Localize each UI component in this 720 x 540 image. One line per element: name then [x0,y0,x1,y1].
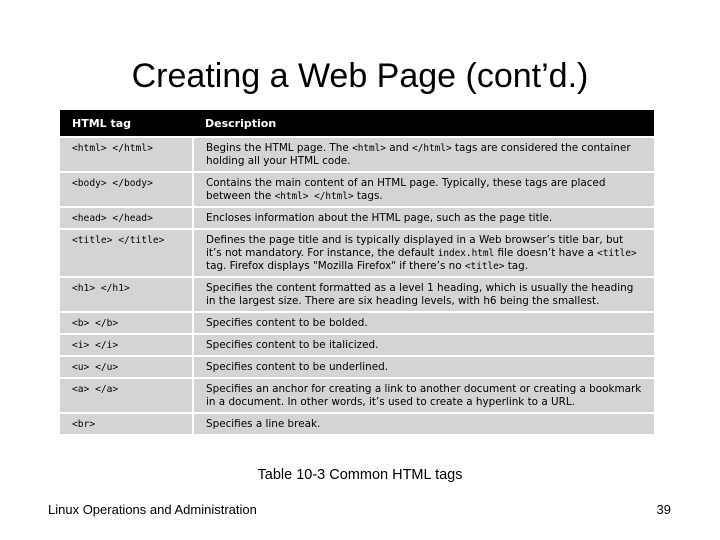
description-cell [193,137,654,172]
html-tag-cell: <head> </head> [60,207,193,229]
html-tag-cell: <b> </b> [60,312,193,334]
html-tag-cell: <title> </title> [60,229,193,277]
html-tag-cell: <a> </a> [60,378,193,413]
html-tags-table [60,110,654,434]
html-tag-cell: <html> </html> [60,137,193,172]
html-tag-cell: <u> </u> [60,356,193,378]
column-header-description: Description [193,110,654,137]
inline-code: index.html [437,248,495,259]
inline-code: </html> [412,143,452,154]
html-tag-cell: <br> [60,413,193,434]
table-row [60,413,654,434]
description-cell [193,277,654,312]
table-row [60,229,654,277]
table-row [60,378,654,413]
description-text: Specifies content to be underlined. [206,361,389,373]
description-text: Specifies an anchor for creating a link to another document or creating a bookmark in a document. In other words, it’s used to create a hyperlink to a URL. [206,383,642,408]
description-text: Specifies the content formatted as a level 1 heading, which is usually the heading in the largest size. There are six heading levels, with h6 being the smallest. [206,282,634,307]
inline-code: <html> [352,143,386,154]
description-text: and [385,142,413,154]
table-row [60,207,654,229]
description-cell [193,207,654,229]
description-text: Encloses information about the HTML page, such as the page title. [206,212,553,224]
description-cell [193,312,654,334]
html-tag-cell: <i> </i> [60,334,193,356]
table-row [60,137,654,172]
description-text: tag. [504,260,529,272]
slide-title: Creating a Web Page (cont’d.) [131,57,589,95]
footer-course-title: Linux Operations and Administration [48,502,257,517]
description-text: Begins the HTML page. The [206,142,353,154]
description-text: file doesn’t have a [494,247,598,259]
description-text: Defines the page title and is typically displayed in a Web browser’s title bar, but it’s not mandatory. For instance, the default [206,234,624,259]
inline-code: <html> </html> [274,191,354,202]
page-number: 39 [656,502,671,517]
inline-code: <title> [464,261,505,272]
table-row [60,312,654,334]
description-cell [193,356,654,378]
html-tag-cell: <h1> </h1> [60,277,193,312]
description-cell [193,172,654,207]
description-text: Specifies a line break. [206,418,321,430]
table-caption: Table 10-3 Common HTML tags [257,467,463,483]
description-cell [193,378,654,413]
description-text: tag. Firefox displays "Mozilla Firefox" if there’s no [206,260,465,272]
description-text: Specifies content to be italicized. [206,339,379,351]
table-header-row [60,110,654,137]
description-cell [193,229,654,277]
table-row [60,277,654,312]
description-cell [193,334,654,356]
column-header-html-tag: HTML tag [60,110,193,137]
table-row [60,356,654,378]
description-cell [193,413,654,434]
inline-code: <title> [597,248,637,259]
description-text: tags. [353,190,383,202]
table-row [60,172,654,207]
description-text: Contains the main content of an HTML page. Typically, these tags are placed between the [206,177,606,202]
table-row [60,334,654,356]
description-text: tags are considered the container holding all your HTML code. [206,142,631,167]
html-tag-cell: <body> </body> [60,172,193,207]
description-text: Specifies content to be bolded. [206,317,368,329]
table-body [60,137,654,434]
